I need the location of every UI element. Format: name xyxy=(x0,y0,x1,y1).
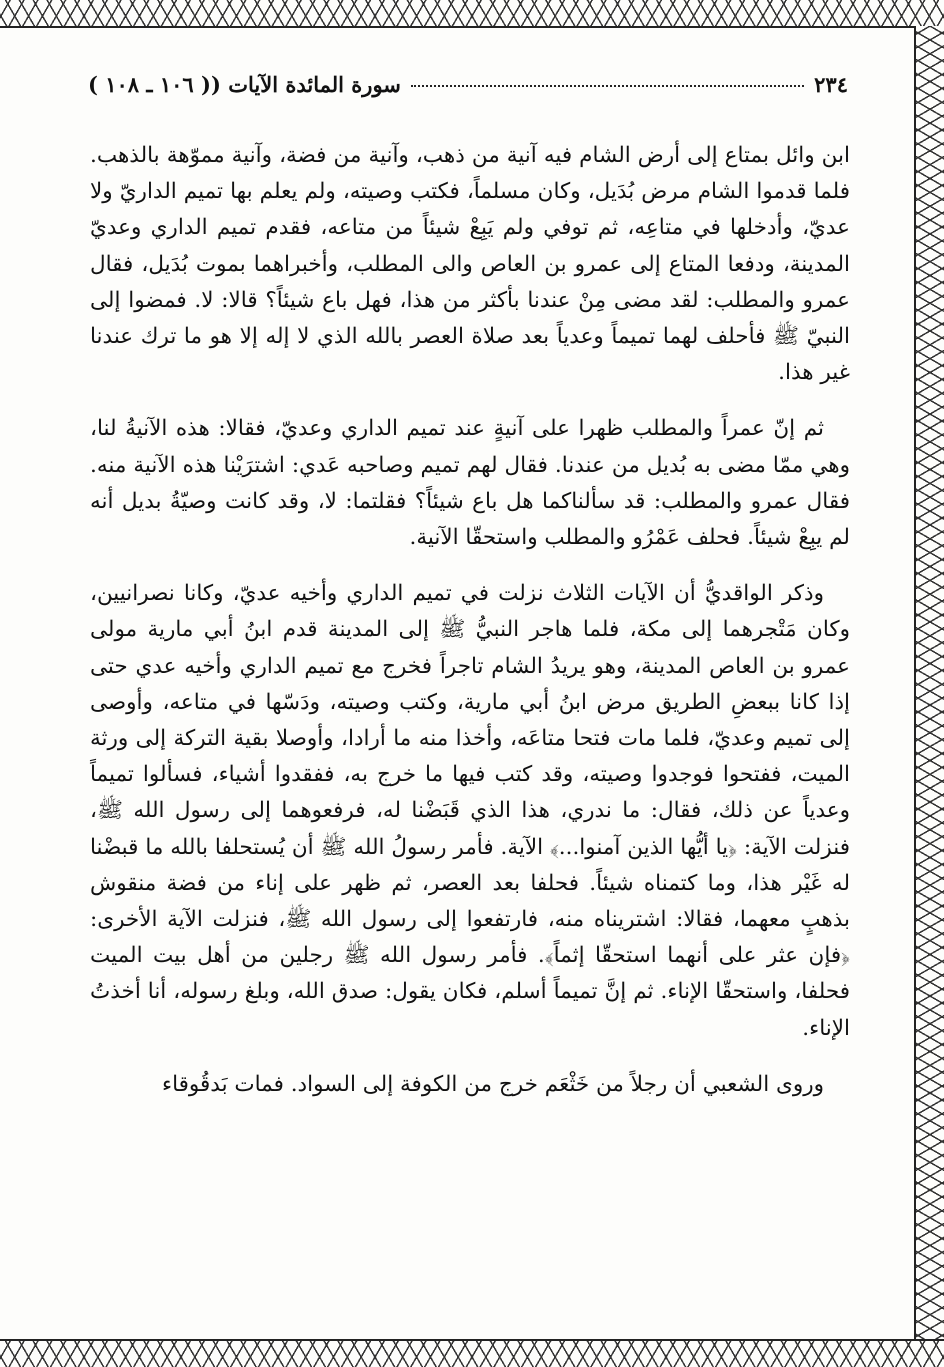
running-title: سورة المائدة الآيات (( ١٠٦ ـ ١٠٨ ) xyxy=(88,72,401,97)
paragraph: وذكر الواقديُّ أن الآيات الثلاث نزلت في تميم الداري وأخيه عديّ، وكانا نصرانيين، وكان مَتْجرهما إلى مكة، فلما هاجر النبيُّ ﷺ إلى المدينة قدم ابنُ أبي مارية مولى عمرو بن العاص المدينة، وهو يريدُ الشام تاجراً فخرج مع تميم الداري وأخيه عدي حتى إذا كانا ببعضِ الطريق مرض ابنُ أبي مارية، وكتب وصيته، ودَسّها في متاعه، وأوصى إلى تميم وعديّ، فلما مات فتحا متاعَه، وأخذا منه ما أرادا، وأوصلا بقية التركة إلى ورثة الميت، ففتحوا فوجدوا وصيته، وقد كتب فيها ما خرج به، ففقدوا أشياء، فسألوا تميماً وعدياً عن ذلك، فقال: ما ندري، هذا الذي قَبَضْنا له، فرفعوهما إلى رسول الله ﷺ، فنزلت الآية: ﴿يا أيُّها الذين آمنوا...﴾ الآية. فأمر رسولُ الله ﷺ أن يُستحلفا بالله ما قبضْنا له غَيْر هذا، وما كتمناه شيئاً. فحلفا بعد العصر، ثم ظهر على إناء من فضة منقوش بذهبٍ معهما، فقالا: اشتريناه منه، فارتفعوا إلى رسول الله ﷺ، فنزلت الآية الأخرى: ﴿فإن عثر على أنهما استحقّا إثماً﴾. فأمر رسول الله ﷺ رجلين من أهل بيت الميت فحلفا، واستحقّا الإناء. ثم إنَّ تميماً أسلم، فكان يقول: صدق الله، وبلغ رسوله، أنا أخذتُ الإناء. xyxy=(90,581,850,1041)
page-body xyxy=(90,138,850,1103)
dotted-leader xyxy=(411,85,804,87)
ornamental-border-bottom xyxy=(0,1339,944,1367)
paragraph-continued: ابن وائل بمتاع إلى أرض الشام فيه آنية من ذهب، وآنية من فضة، وآنية مموّهة بالذهب. فلما قدموا الشام مرض بُدَيل، وكان مسلماً، فكتب وصيته، ولم يعلم بها تميم الداريّ ولا عديّ، وأدخلها في متاعِه، ثم توفي ولم يَبِعْ شيئاً من متاعه، فقدم تميم الداري وعديّ المدينة، ودفعا المتاع إلى عمرو بن العاص والى المطلب، وأخبراهما بموت بُدَيل، فقال عمرو والمطلب: لقد مضى مِنْ عندنا بأكثر من هذا، فهل باع شيئاً؟ قالا: لا. فمضوا إلى النبيّ ﷺ فأحلف لهما تميماً وعدياً بعد صلاة العصر بالله الذي لا إله إلا هو ما ترك عندنا غير هذا. xyxy=(90,143,850,386)
ornamental-border-right xyxy=(914,26,944,1341)
paragraph: وروى الشعبي أن رجلاً من خَثْعَم خرج من الكوفة إلى السواد. فمات بَدقُوقاء xyxy=(161,1071,824,1097)
page-header xyxy=(88,72,848,97)
page-number: ٢٣٤ xyxy=(814,72,848,97)
paragraph: ثم إنّ عمراً والمطلب ظهرا على آنيةٍ عند تميم الداري وعديّ، فقالا: هذه الآنيةُ لنا، وهي ممّا مضى به بُديل من عندنا. فقال لهم تميم وصاحبه عَدي: اشترَيْنا هذه الآنية منه. فقال عمرو والمطلب: قد سألناكما هل باع شيئاً؟ فقلتما: لا، وقد كانت وصيّةُ بديل أنه لم يبِعْ شيئاً. فحلف عَمْرُو والمطلب واستحقّا الآنية. xyxy=(90,416,850,551)
ornamental-border-top xyxy=(0,0,944,28)
